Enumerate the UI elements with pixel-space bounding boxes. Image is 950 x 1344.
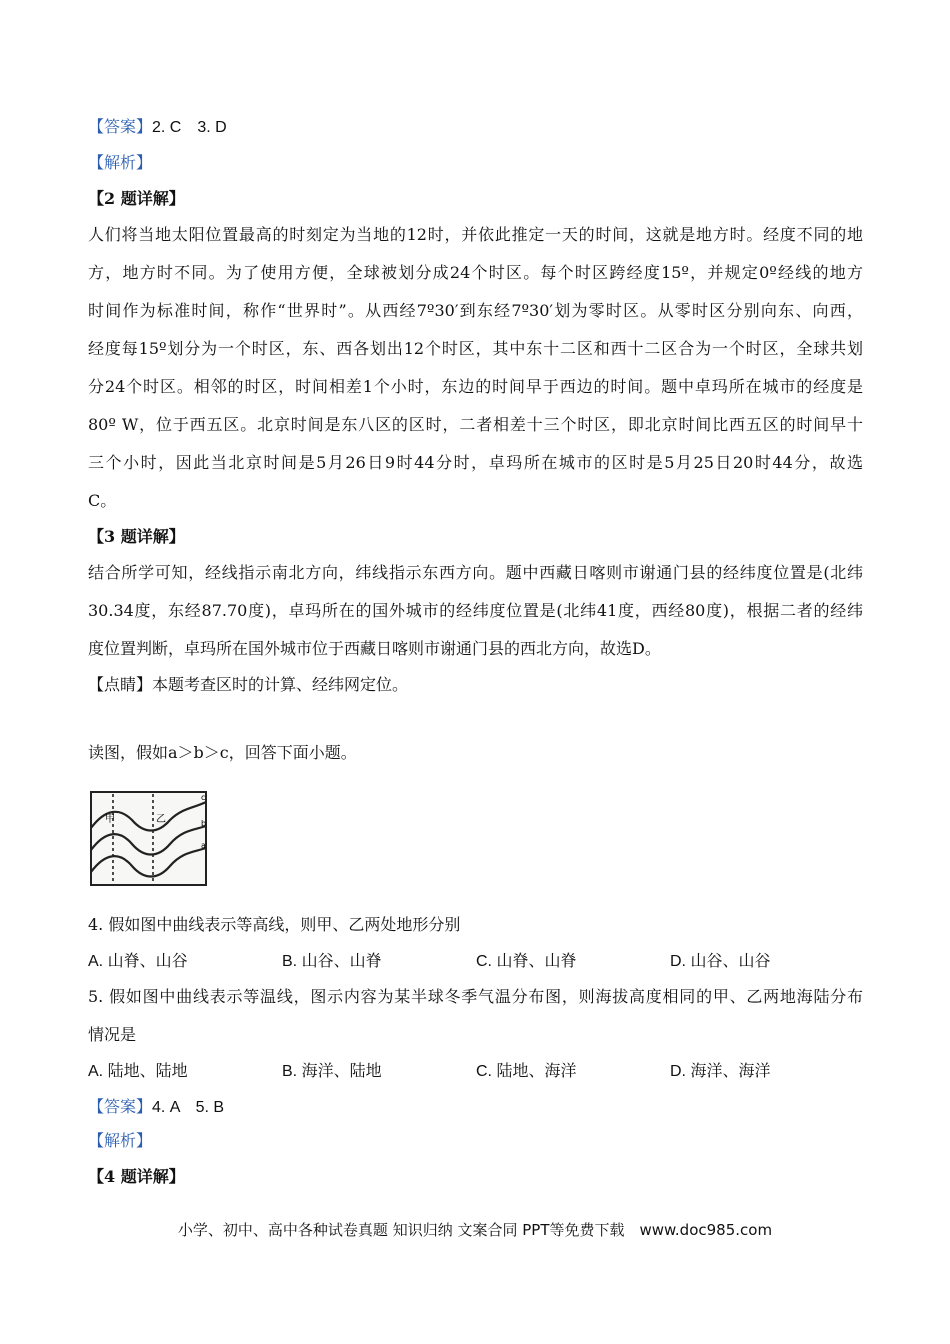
q5-stem-line-2: 情况是 — [88, 1025, 137, 1044]
q2-detail-line-1: 人们将当地太阳位置最高的时刻定为当地的12时，并依此推定一天的时间，这就是地方时。经度不同的地 — [88, 225, 863, 244]
q2-detail-line-7: 三个小时，因此当北京时间是5月26日9时44分时，卓玛所在城市的区时是5月25日20时44分，故选 — [88, 453, 863, 472]
q5-option-c: C. 陆地、海洋 — [476, 1061, 577, 1080]
analysis-label-1: 【解析】 — [88, 153, 153, 172]
q4-option-b: B. 山谷、山脊 — [282, 951, 382, 970]
q2-detail-line-6: 80º W，位于西五区。北京时间是东八区的区时，二者相差十三个时区，即北京时间比西五区的时间早十 — [88, 415, 863, 434]
answer-line-2 — [88, 1096, 224, 1119]
q4-option-d: D. 山谷、山谷 — [670, 951, 771, 970]
answer-label: 【答案】 — [88, 117, 153, 136]
q4-option-c: C. 山脊、山脊 — [476, 951, 577, 970]
q5-option-b: B. 海洋、陆地 — [282, 1061, 382, 1080]
label-yi: 乙 — [156, 814, 166, 825]
figure-intro: 读图，假如a＞b＞c，回答下面小题。 — [88, 743, 357, 762]
q4-stem: 4. 假如图中曲线表示等高线，则甲、乙两处地形分别 — [88, 915, 461, 934]
answer-value: 2. C 3. D — [152, 119, 227, 136]
answer-line-1 — [88, 116, 227, 139]
label-jia: 甲 — [105, 814, 115, 825]
analysis-label-2: 【解析】 — [88, 1131, 153, 1150]
comment-line: 【点睛】本题考查区时的计算、经纬网定位。 — [88, 675, 409, 694]
q5-option-a: A. 陆地、陆地 — [88, 1061, 188, 1080]
answer-value-2: 4. A 5. B — [152, 1099, 225, 1116]
q2-detail-line-3: 时间作为标准时间，称作“世界时”。从西经7º30′到东经7º30′划为零时区。从零时区分别向东、向西， — [88, 301, 863, 320]
isoline-figure — [88, 788, 212, 888]
label-b: b — [201, 819, 207, 828]
q4-option-a: A. 山脊、山谷 — [88, 951, 188, 970]
q3-detail-line-2: 30.34度，东经87.70度)，卓玛所在的国外城市的经纬度位置是(北纬41度，西经80度)，根据二者的经纬 — [88, 601, 863, 620]
answer-label-2: 【答案】 — [88, 1097, 153, 1116]
q2-detail-line-5: 分24个时区。相邻的时区，时间相差1个小时，东边的时间早于西边的时间。题中卓玛所在城市的经度是 — [88, 377, 863, 396]
q2-detail-title: 【2 题详解】 — [88, 189, 185, 208]
q5-stem-line-1: 5. 假如图中曲线表示等温线，图示内容为某半球冬季气温分布图，则海拔高度相同的甲、乙两地海陆分布 — [88, 987, 863, 1006]
q3-detail-line-3: 度位置判断，卓玛所在国外城市位于西藏日喀则市谢通门县的西北方向，故选D。 — [88, 639, 661, 658]
q2-detail-line-4: 经度每15º划分为一个时区，东、西各划出12个时区，其中东十二区和西十二区合为一个时区，全球共划 — [88, 339, 863, 358]
q2-detail-line-8: C。 — [88, 491, 117, 510]
q5-option-d: D. 海洋、海洋 — [670, 1061, 771, 1080]
q3-detail-title: 【3 题详解】 — [88, 527, 185, 546]
q2-detail-line-2: 方，地方时不同。为了使用方便，全球被划分成24个时区。每个时区跨经度15º，并规定0º经线的地方 — [88, 263, 863, 282]
label-a: a — [201, 841, 206, 850]
page-footer: 小学、初中、高中各种试卷真题 知识归纳 文案合同 PPT等免费下载 www.doc985.com — [177, 1221, 773, 1239]
label-c: c — [201, 793, 206, 802]
q3-detail-line-1: 结合所学可知，经线指示南北方向，纬线指示东西方向。题中西藏日喀则市谢通门县的经纬度位置是(北纬 — [88, 563, 863, 582]
figure-frame — [91, 792, 206, 885]
q4-detail-title: 【4 题详解】 — [88, 1167, 185, 1186]
